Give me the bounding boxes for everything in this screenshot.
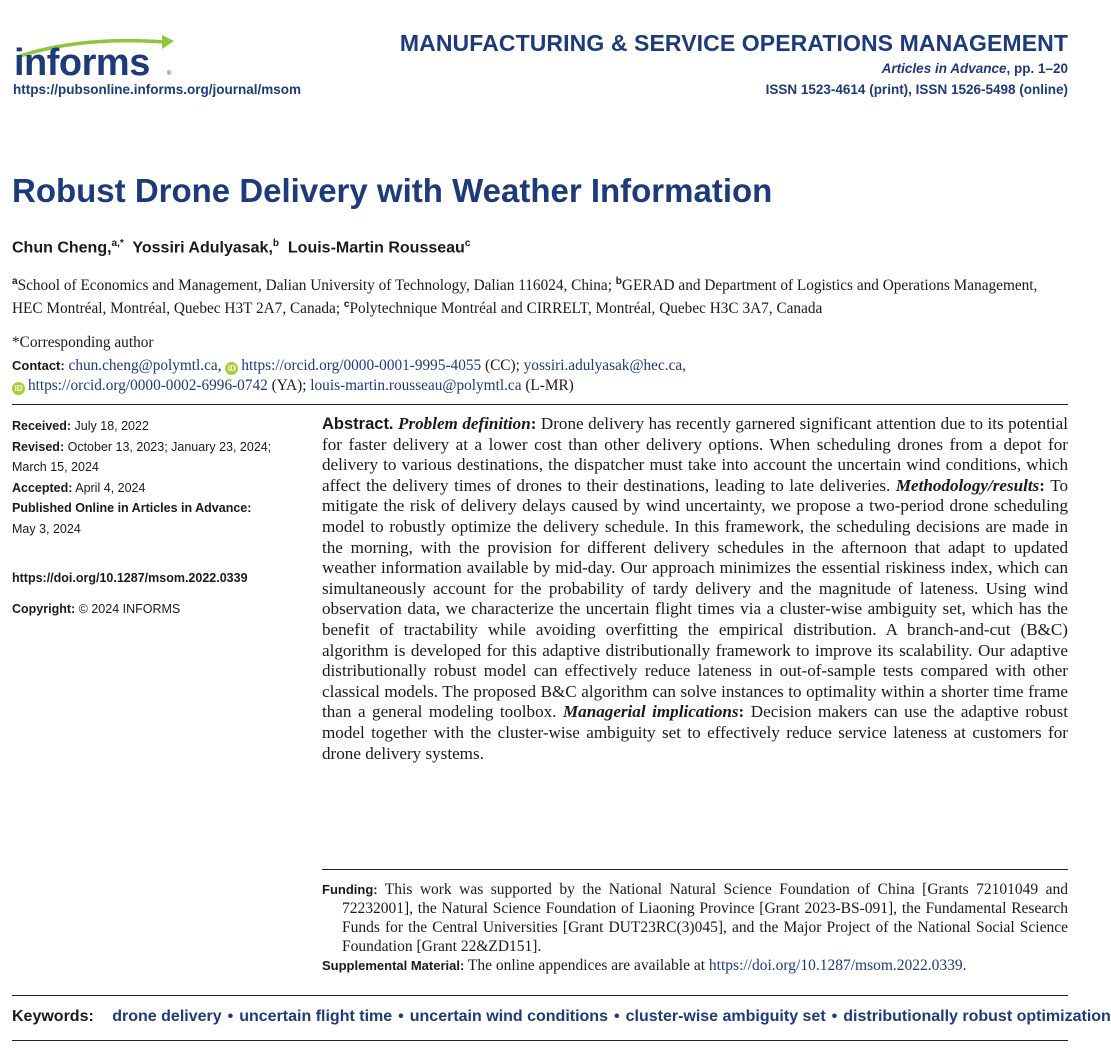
funding-label: Funding: (322, 882, 378, 897)
article-pages (882, 61, 1068, 76)
copyright-label: Copyright: (12, 601, 76, 616)
corresponding-author-note: *Corresponding author (12, 334, 154, 351)
accepted-label: Accepted: (12, 480, 73, 495)
orcid-icon: iD (12, 382, 25, 395)
contact-label: Contact: (12, 358, 65, 373)
abstract-label: Abstract. (322, 415, 394, 433)
supplemental-link[interactable]: https://doi.org/10.1287/msom.2022.0339. (708, 957, 967, 974)
funding-text: This work was supported by the National Natural Science Foundation of China [Grants 72101049 and 72232001], the Natural Science Foundation of Liaoning Province [Grant 2023-BS-091], the Fundamental Research Funds for the Central Universities [Grant DUT23RC(3)045], and the Major Project of the National Social Science Foundation [Grant 22&ZD151]. (342, 881, 1068, 955)
informs-logo[interactable] (12, 34, 182, 82)
accepted-date: April 4, 2024 (75, 480, 146, 495)
informs-logo-graphic (12, 34, 182, 82)
affiliation: School of Economics and Management, Dalian University of Technology, Dalian 116024, China; (17, 277, 612, 295)
managerial-implications-label: Managerial implications (562, 702, 739, 722)
divider (12, 995, 1068, 996)
paper-title: Robust Drone Delivery with Weather Information (12, 172, 773, 209)
author-sup: a,* (111, 238, 124, 249)
funding-block (322, 880, 1068, 975)
copyright-text: © 2024 INFORMS (78, 601, 181, 616)
email-link[interactable]: louis-martin.rousseau@polymtl.ca (310, 377, 522, 394)
keyword-separator: • (831, 1008, 838, 1025)
received-label: Received: (12, 419, 72, 433)
issn-line: ISSN 1523-4614 (print), ISSN 1526-5498 (online) (765, 82, 1068, 97)
keyword-separator: • (613, 1008, 620, 1025)
managerial-implications-text: Decision makers can use the adaptive robust model together with the cluster-wise ambiguity set to effectively reduce service lateness at customers for drone delivery systems. (322, 702, 1068, 763)
keywords-line (12, 1008, 1111, 1026)
author-list (12, 238, 470, 257)
affiliation: Polytechnique Montréal and CIRRELT, Montréal, Quebec H3C 3A7, Canada (349, 300, 823, 318)
divider (12, 404, 1068, 405)
divider (322, 869, 1068, 870)
divider (12, 1040, 1068, 1041)
affil-sup: b (615, 276, 622, 287)
keyword-separator: • (227, 1008, 234, 1025)
methodology-label: Methodology/results (895, 475, 1040, 495)
problem-definition-label: Problem definition (398, 414, 531, 433)
journal-name: MANUFACTURING & SERVICE OPERATIONS MANAGEMENT (399, 30, 1068, 56)
orcid-link[interactable]: https://orcid.org/0000-0002-6996-0742 (28, 377, 268, 394)
orcid-tag: (YA); (271, 377, 307, 394)
problem-definition-text: Drone delivery has recently garnered significant attention due to its potential for faster delivery at a lower cost than other delivery options. When scheduling drones from a depot for delivery to various destinations, the dispatcher must take into account the uncertain wind conditions, which affect the delivery times of drones to their destinations, leading to late deliveries. (322, 414, 1068, 495)
page-range: , pp. 1–20 (1006, 61, 1068, 76)
supplemental-text: The online appendices are available at (467, 957, 706, 974)
orcid-icon: iD (225, 362, 238, 375)
methodology-text: To mitigate the risk of delivery delays caused by wind uncertainty, we propose a two-period drone scheduling model to robustly optimize the delivery schedule. In this framework, the scheduling decisions are made in the morning, with the provision for different delivery schedules in the afternoon that adapt to updated weather information available by mid-day. Our approach minimizes the essential riskiness index, which can simultaneously account for the probability of tardy delivery and the magnitude of lateness. Using wind observation data, we characterize the uncertain flight times via a cluster-wise ambiguity set, which has the benefit of tractability while avoiding overfitting the empirical distribution. A branch-and-cut (B&C) algorithm is developed for this adaptive distributionally framework to improve its scalability. Our adaptive distributionally robust model can effectively reduce lateness in out-of-sample tests compared with other classical models. The proposed B&C algorithm can solve instances to optimality within a shorter time frame than a general modeling toolbox. (322, 475, 1068, 722)
journal-url-link[interactable]: https://pubsonline.informs.org/journal/msom (13, 82, 302, 97)
article-history (12, 416, 302, 619)
email-link[interactable]: chun.cheng@polymtl.ca (68, 357, 218, 374)
author-name: Chun Cheng, (12, 239, 112, 257)
abstract: Abstract. Problem definition: Drone delivery has recently garnered significant attention due to its potential for faster delivery at a lower cost than other delivery options. When scheduling drones from a depot for delivery to various destinations, the dispatcher must take into account the uncertain wind conditions, which affect the delivery times of drones to their destinations, leading to late deliveries. Methodology/results: To mitigate the risk of delivery delays caused by wind uncertainty, we propose a two-period drone scheduling model to robustly optimize the delivery schedule. In this framework, the scheduling decisions are made in the morning, with the provision for different delivery schedules in the afternoon that adapt to updated weather information available by mid-day. Our approach minimizes the essential riskiness index, which can simultaneously account for the probability of tardy delivery and the magnitude of lateness. Using wind observation data, we characterize the uncertain flight times via a cluster-wise ambiguity set, which has the benefit of tractability while avoiding overfitting the empirical distribution. A branch-and-cut (B&C) algorithm is developed for this adaptive distributionally framework to improve its scalability. Our adaptive distributionally robust model can effectively reduce lateness in out-of-sample tests compared with other classical models. The proposed B&C algorithm can solve instances to optimality within a shorter time frame than a general modeling toolbox. Managerial implications: Decision makers can use the adaptive robust model together with the cluster-wise ambiguity set to effectively reduce service lateness at customers for drone delivery systems. (322, 414, 1068, 763)
affiliation: GERAD and Department of Logistics and Operations Management, HEC Montréal, Montréal, Quebec H3T 2A7, Canada; (12, 277, 1038, 318)
logo-text: informs (14, 42, 150, 84)
keyword-link[interactable]: cluster-wise ambiguity set (625, 1008, 826, 1025)
keyword-link[interactable]: uncertain wind conditions (409, 1008, 608, 1025)
keywords-label: Keywords: (12, 1008, 94, 1025)
affil-sup: c (343, 299, 350, 311)
author-name: Louis-Martin Rousseau (287, 239, 465, 257)
published-date: May 3, 2024 (12, 521, 81, 536)
affiliations (12, 272, 1068, 318)
contact-block: Contact: chun.cheng@polymtl.ca, iD https://orcid.org/0000-0001-9995-4055 (CC); yossiri.adulyasak@hec.ca, iD https://orcid.org/0000-0002-6996-0742 (YA); louis-martin.rousseau@polymtl.ca (L-MR) (12, 357, 686, 394)
keyword-link[interactable]: distributionally robust optimization (843, 1008, 1111, 1025)
author-sup: b (272, 238, 280, 249)
published-label: Published Online in Articles in Advance: (12, 501, 252, 515)
affil-sup: a (12, 276, 18, 287)
orcid-tag: (CC); (484, 357, 520, 374)
received-date: July 18, 2022 (74, 419, 149, 433)
email-link[interactable]: yossiri.adulyasak@hec.ca, (523, 357, 686, 374)
keyword-separator: • (398, 1008, 404, 1025)
keyword-link[interactable]: uncertain flight time (239, 1008, 393, 1025)
revised-dates: October 13, 2023; January 23, 2024; March 15, 2024 (12, 439, 272, 474)
supplemental-label: Supplemental Material: (322, 958, 465, 973)
email-tag: (L-MR) (525, 377, 574, 394)
svg-text:®: ® (167, 71, 172, 77)
articles-in-advance-label: Articles in Advance (881, 61, 1007, 76)
author-sup: c (464, 238, 471, 249)
author-name: Yossiri Adulyasak, (132, 239, 273, 257)
revised-label: Revised: (12, 439, 65, 454)
keyword-link[interactable]: drone delivery (112, 1008, 222, 1025)
doi-link[interactable]: https://doi.org/10.1287/msom.2022.0339 (12, 571, 248, 585)
orcid-link[interactable]: https://orcid.org/0000-0001-9995-4055 (241, 357, 482, 374)
